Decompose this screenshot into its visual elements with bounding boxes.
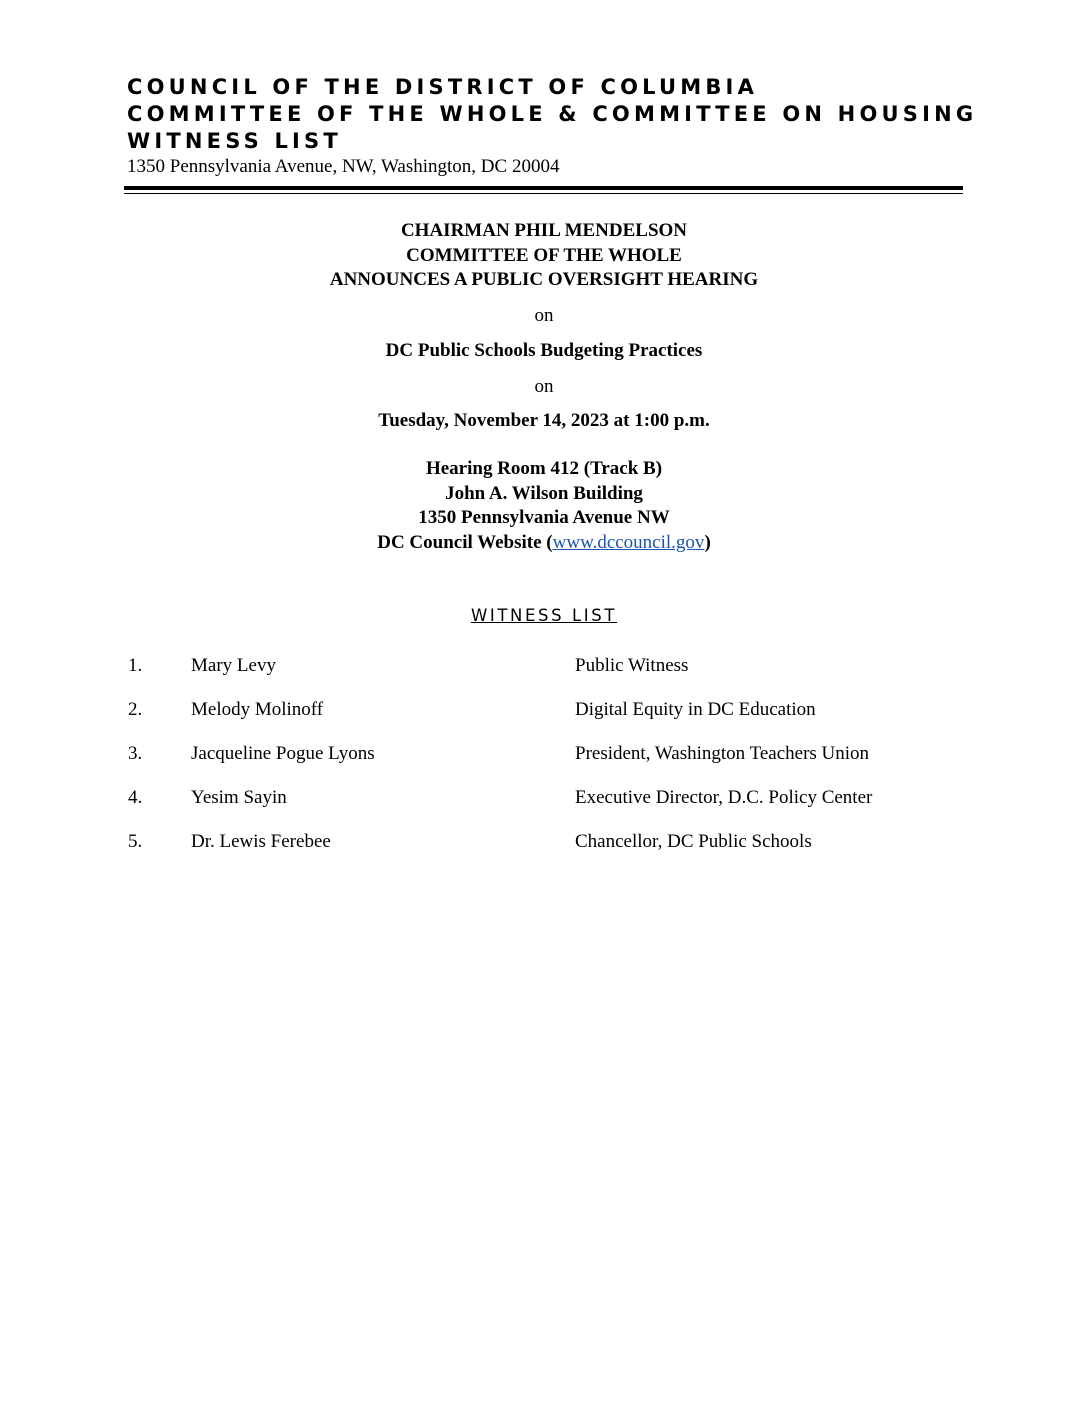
hearing-building: John A. Wilson Building — [445, 482, 643, 504]
witness-name: Yesim Sayin — [191, 787, 287, 808]
witness-name: Jacqueline Pogue Lyons — [191, 743, 375, 764]
announcement-block — [0, 219, 1088, 293]
hearing-address: 1350 Pennsylvania Avenue NW — [418, 507, 670, 528]
witness-row — [0, 653, 1088, 679]
witness-affiliation: Digital Equity in DC Education — [575, 699, 816, 720]
website-link[interactable]: www.dccouncil.gov — [552, 531, 705, 553]
witness-row — [0, 697, 1088, 723]
on-connector-2: on — [534, 376, 554, 397]
witness-name: Mary Levy — [191, 655, 276, 676]
header-divider-thin — [124, 193, 963, 194]
letterhead-committee-title: COMMITTEE OF THE WHOLE & COMMITTEE ON HOUSING — [127, 102, 978, 126]
witness-number: 3. — [128, 743, 143, 764]
location-block — [0, 457, 1088, 555]
witness-affiliation: Executive Director, D.C. Policy Center — [575, 787, 873, 808]
witness-row — [0, 741, 1088, 767]
website-label: DC Council Website ( — [377, 531, 553, 553]
hearing-topic: DC Public Schools Budgeting Practices — [385, 340, 703, 361]
witness-name: Melody Molinoff — [191, 699, 324, 720]
chairman-line: CHAIRMAN PHIL MENDELSON — [400, 220, 688, 241]
witness-row — [0, 829, 1088, 855]
witness-number: 4. — [128, 787, 143, 808]
witness-number: 1. — [128, 655, 143, 676]
announcement-line: ANNOUNCES A PUBLIC OVERSIGHT HEARING — [329, 269, 759, 290]
committee-line: COMMITTEE OF THE WHOLE — [406, 244, 682, 266]
letterhead-council-title: COUNCIL OF THE DISTRICT OF COLUMBIA — [127, 75, 759, 99]
letterhead-document-type: WITNESS LIST — [127, 129, 342, 153]
council-website-line — [0, 531, 1088, 556]
witness-number: 5. — [128, 831, 143, 852]
letterhead-address: 1350 Pennsylvania Avenue, NW, Washington, DC 20004 — [127, 156, 560, 177]
witness-affiliation: Public Witness — [575, 655, 689, 676]
header-divider-thick — [124, 186, 963, 190]
witness-name: Dr. Lewis Ferebee — [191, 831, 331, 852]
witness-affiliation: Chancellor, DC Public Schools — [575, 831, 812, 852]
website-close-paren: ) — [704, 531, 711, 553]
on-connector-1: on — [534, 305, 554, 326]
witness-number: 2. — [128, 699, 143, 720]
hearing-datetime: Tuesday, November 14, 2023 at 1:00 p.m. — [378, 410, 710, 431]
witness-list-heading: WITNESS LIST — [470, 606, 618, 625]
witness-row — [0, 785, 1088, 811]
letterhead — [127, 74, 978, 179]
witness-affiliation: President, Washington Teachers Union — [575, 743, 870, 764]
hearing-room: Hearing Room 412 (Track B) — [425, 458, 663, 479]
